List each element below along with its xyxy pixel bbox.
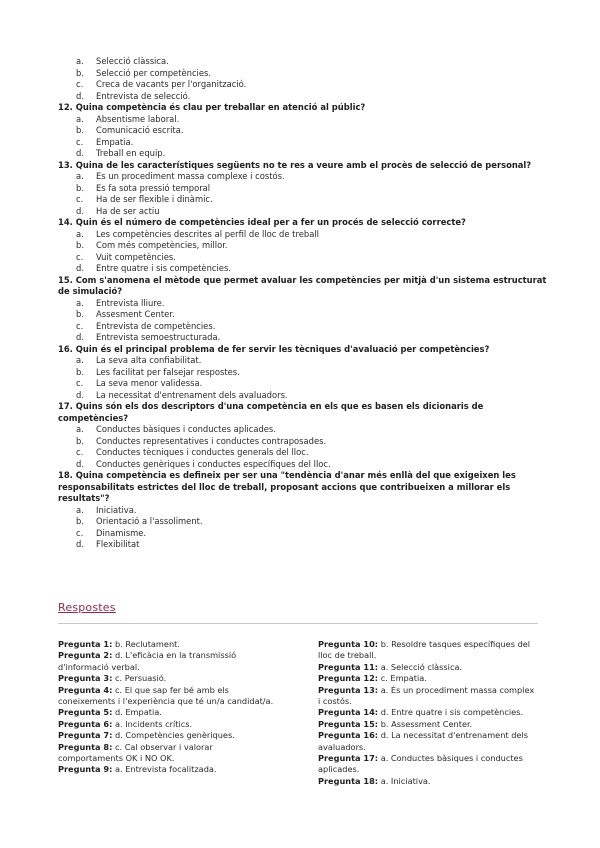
option: c. Creca de vacants per l'organització. bbox=[76, 79, 247, 89]
option: a. La seva alta confiabilitat. bbox=[76, 355, 202, 365]
question-15 bbox=[58, 275, 548, 344]
option: d. Entrevista de selecció. bbox=[76, 90, 191, 101]
option: d. Entrevista semoestructurada. bbox=[76, 332, 221, 342]
question-17 bbox=[58, 401, 548, 470]
answer-item: Pregunta 13: a. És un procediment massa complex i costós. bbox=[318, 684, 535, 707]
question-title: 15. Com s'anomena el mètode que permet avaluar les competències per mitjà d'un sistema estructurat de simulació? bbox=[58, 274, 547, 296]
option: c. Vuit competències. bbox=[76, 251, 176, 262]
question-16 bbox=[58, 344, 548, 402]
question-title: 18. Quina competència es defineix per ser una "tendència d'anar més enllà del que exigeixen les responsabilitats estrictes del lloc de treball, proposant accions que contribueixen a millorar els resultats"? bbox=[58, 470, 516, 503]
answer-item: Pregunta 15: b. Assessment Center. bbox=[318, 718, 473, 729]
question-title: 12. Quina competència és clau per treballar en atenció al públic? bbox=[58, 102, 366, 112]
question-title: 13. Quina de les característiques següents no te res a veure amb el procès de selecció de personal? bbox=[58, 159, 532, 170]
answer-item: Pregunta 16: d. La necessitat d'entrenament dels avaluadors. bbox=[318, 730, 528, 752]
option: a. Conductes bàsiques i conductes aplicades. bbox=[76, 424, 276, 434]
option: c. Dinamisme. bbox=[76, 527, 147, 538]
answer-item: Pregunta 8: c. Cal observar i valorar comportaments OK i NO OK. bbox=[58, 741, 213, 764]
question-18 bbox=[58, 470, 548, 551]
answer-item: Pregunta 7: d. Competències genèriques. bbox=[58, 730, 235, 741]
option: b. Assesment Center. bbox=[76, 309, 175, 319]
option: a. Entrevista lliure. bbox=[76, 297, 165, 308]
answer-item: Pregunta 10: b. Resoldre tasques específiques del lloc de treball. bbox=[318, 639, 531, 661]
previous-question-options bbox=[58, 56, 548, 102]
option: b. Selecció per competències. bbox=[76, 67, 212, 78]
option: a. Selecció clàssica. bbox=[76, 56, 169, 66]
answer-item: Pregunta 11: a. Selecció clàssica. bbox=[318, 661, 463, 672]
option: a. Les competències descrites al perfil de lloc de treball bbox=[76, 228, 319, 239]
option: b. Com més competències, millor. bbox=[76, 240, 228, 250]
option: d. Ha de ser actiu bbox=[76, 205, 160, 216]
question-12 bbox=[58, 102, 548, 160]
answers-heading: Respostes bbox=[58, 601, 116, 614]
answer-item: Pregunta 6: a. Incidents crítics. bbox=[58, 718, 193, 729]
answer-item: Pregunta 18: a. Iniciativa. bbox=[318, 775, 431, 786]
answers-right-column bbox=[318, 639, 536, 787]
option: d. Flexibilitat bbox=[76, 539, 140, 549]
option: d. Conductes genèriques i conductes específiques del lloc. bbox=[76, 458, 331, 469]
answer-item: Pregunta 12: c. Empatia. bbox=[318, 673, 427, 684]
answer-item: Pregunta 4: c. El que sap fer bé amb els coneixements i l'experiència que té un/a candidat/a. bbox=[58, 684, 274, 707]
option: a. Absentisme laboral. bbox=[76, 113, 180, 124]
option: c. Conductes tècniques i conductes generals del lloc. bbox=[76, 447, 309, 457]
question-title: 14. Quin és el número de competències ideal per a fer un procés de selecció correcte? bbox=[58, 217, 466, 227]
option: b. Conductes representatives i conductes contraposades. bbox=[76, 435, 327, 446]
answer-item: Pregunta 17: a. Conductes bàsiques i conductes aplicades. bbox=[318, 753, 523, 775]
option: c. Empatia. bbox=[76, 136, 134, 147]
option: b. Comunicació escrita. bbox=[76, 125, 184, 135]
option: a. Iniciativa. bbox=[76, 504, 137, 515]
option: b. Es fa sota pressió temporal bbox=[76, 182, 211, 193]
option: c. Entrevista de competències. bbox=[76, 320, 216, 331]
divider bbox=[58, 623, 538, 624]
option: d. La necessitat d'entrenament dels avaluadors. bbox=[76, 389, 288, 400]
answer-item: Pregunta 5: d. Empatia. bbox=[58, 707, 162, 718]
answer-item: Pregunta 3: c. Persuasió. bbox=[58, 673, 167, 684]
option: b. Les facilitat per falsejar respostes. bbox=[76, 366, 240, 377]
answer-item: Pregunta 2: d. L'eficàcia en la transmissió d'informació verbal. bbox=[58, 650, 237, 672]
option: c. La seva menor validessa. bbox=[76, 378, 203, 388]
answers-left-column bbox=[58, 639, 276, 776]
question-13 bbox=[58, 160, 548, 218]
question-title: 17. Quins són els dos descriptors d'una competència en els que es basen els dicionaris de competències? bbox=[58, 401, 484, 423]
option: d. Entre quatre i sis competències. bbox=[76, 263, 231, 273]
question-title: 16. Quin és el principal problema de fer servir les tècniques d'avaluació per competències? bbox=[58, 343, 490, 354]
option: c. Ha de ser flexible i dinàmic. bbox=[76, 194, 213, 204]
question-14 bbox=[58, 217, 548, 275]
questions-section bbox=[58, 56, 548, 551]
answer-item: Pregunta 14: d. Entre quatre i sis competències. bbox=[318, 707, 524, 718]
answer-item: Pregunta 1: b. Reclutament. bbox=[58, 639, 180, 649]
option: d. Treball en equip. bbox=[76, 148, 166, 158]
option: b. Orientació a l'assoliment. bbox=[76, 516, 203, 526]
answer-item: Pregunta 9: a. Entrevista focalitzada. bbox=[58, 764, 217, 775]
option: a. Es un procediment massa complexe i costós. bbox=[76, 171, 285, 181]
